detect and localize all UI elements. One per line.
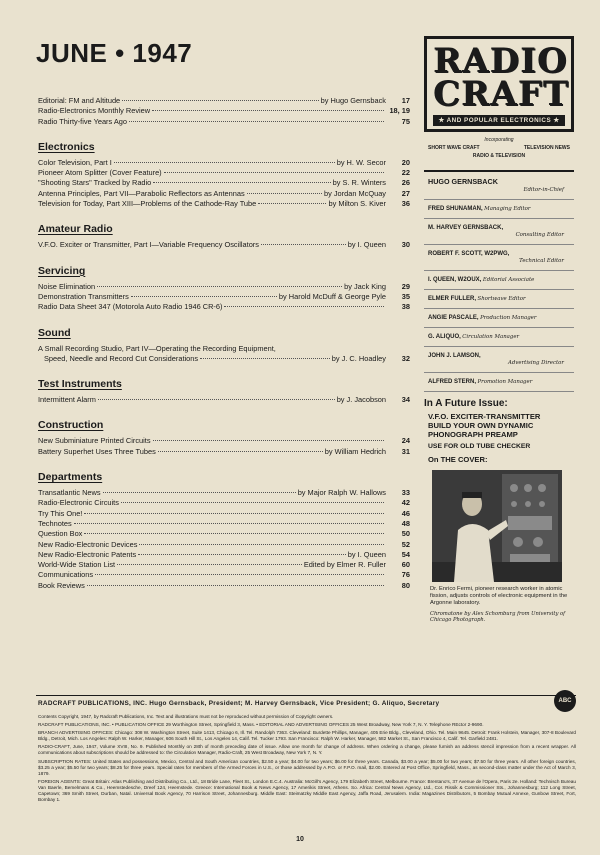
dot-leader: [138, 554, 346, 555]
toc-entry-title: Demonstration Transmitters: [38, 291, 129, 301]
staff-name: M. HARVEY GERNSBACK,: [428, 225, 504, 231]
fine-print-paragraph: RADIO-CRAFT, June, 1947, Volume XVIII, No. 9. Published Monthly on 28th of month preceding date of issue. Allow one month for change of address. When ordering a change, please furnish an address stencil impression from a recent wrapper. All communications about subscriptions should be addressed to: the Circulation Manager, Radio-Craft, 25 West Broadway, New York 7, N. Y.: [38, 744, 576, 756]
future-line: V.F.O. EXCITER-TRANSMITTER: [428, 412, 541, 421]
dot-leader: [200, 358, 330, 359]
fermi-photo-illustration: [432, 470, 562, 582]
toc-entry: [38, 488, 410, 498]
dot-leader: [247, 193, 322, 194]
toc-section-heading: Construction: [38, 419, 104, 432]
toc-entry: [38, 447, 410, 457]
staff-name: HUGO GERNSBACK: [428, 177, 498, 186]
cover-photo: [432, 470, 562, 582]
toc-entry: [38, 519, 410, 529]
toc-entry: [38, 199, 410, 209]
logo-subtitle: ★ AND POPULAR ELECTRONICS ★: [433, 115, 565, 126]
footer-fine-print: [38, 714, 576, 805]
toc-entry: [38, 498, 410, 508]
toc-entry-page: 36: [401, 199, 410, 209]
toc-entry: [38, 158, 410, 168]
staff-entry: [424, 347, 574, 373]
toc-entry-title: Transatlantic News: [38, 488, 101, 498]
dot-leader: [153, 182, 330, 183]
dot-leader: [261, 244, 346, 245]
toc-entry-author: by William Hedrich: [324, 446, 386, 456]
dot-leader: [84, 513, 384, 514]
staff-entry: [424, 271, 574, 290]
toc-entry-page: 27: [401, 188, 410, 198]
toc-entry-title: Color Television, Part I: [38, 157, 112, 167]
toc-entry-page: 30: [401, 240, 410, 250]
staff-entry: [424, 245, 574, 271]
toc-entry: [38, 354, 410, 364]
table-of-contents: [38, 96, 410, 591]
toc-entry-title: Technotes: [38, 518, 72, 528]
toc-entry: [38, 117, 410, 127]
toc-entry-title: Radio Thirty-five Years Ago: [38, 116, 128, 126]
future-extra: USE FOR OLD TUBE CHECKER: [428, 443, 531, 450]
abc-badge: ABC: [554, 690, 576, 712]
toc-entry-page: 33: [401, 488, 410, 498]
toc-entry-author: by Harold McDuff & George Pyle: [278, 291, 386, 301]
cover-heading: On THE COVER:: [428, 455, 488, 464]
inc-short-wave-craft: SHORT WAVE CRAFT: [428, 145, 480, 151]
toc-entry: [38, 178, 410, 188]
toc-section-heading: Departments: [38, 471, 103, 484]
toc-section-heading: Test Instruments: [38, 378, 122, 391]
dot-leader: [97, 286, 342, 287]
staff-title: Consulting Editor: [515, 232, 564, 238]
dot-leader: [114, 162, 335, 163]
toc-entry: [38, 529, 410, 539]
toc-entry: [38, 570, 410, 580]
staff-name: FRED SHUNAMAN,: [428, 206, 483, 212]
dot-leader: [224, 306, 384, 307]
fine-print-paragraph: Contents Copyright, 1947, by Radcraft Publications, Inc. Text and illustrations must not be reproduced without permission of Copyright owners.: [38, 714, 334, 719]
toc-entry-page: 46: [401, 508, 410, 518]
toc-entry-page: 76: [401, 570, 410, 580]
staff-title: Managing Editor: [484, 206, 531, 212]
toc-entry-title: Battery Superhet Uses Three Tubes: [38, 446, 156, 456]
staff-title: Editor-in-Chief: [523, 187, 564, 193]
logo-word-craft: CRAFT: [433, 74, 570, 114]
toc-entry: [38, 292, 410, 302]
dot-leader: [153, 440, 384, 441]
toc-entry-title: "Shooting Stars" Tracked by Radio: [38, 178, 152, 188]
future-line: PHONOGRAPH PREAMP: [428, 430, 518, 439]
toc-entry-page: 60: [401, 560, 410, 570]
dot-leader: [122, 100, 319, 101]
dot-leader: [258, 203, 326, 204]
toc-entry-page: 50: [401, 529, 410, 539]
toc-entry-page: 75: [401, 116, 410, 126]
toc-entry-title: Radio-Electronics Monthly Review: [38, 106, 151, 116]
toc-entry-page: 31: [401, 446, 410, 456]
toc-entry: [38, 344, 410, 354]
toc-entry: [38, 168, 410, 178]
dot-leader: [152, 110, 384, 111]
staff-entry: [424, 290, 574, 309]
staff-title: Shortwave Editor: [477, 296, 526, 302]
fine-print-paragraph: SUBSCRIPTION RATES: United States and possessions, Mexico, Central and South American countries, $2.50 a year; $4.00 for two years; $6.00 for three years. Canada, $3.00 a year; $5.00 for two years; $7.50 for three years. All other foreign countries, $3.25 a year; $5.50 for two years; $8.25 for three years. Special rates for members of the Armed Forces in U.S., or those addressed by A.P.O. or F.P.O. mail, $2.00. Entered at Post Office, Springfield, Mass., as second-class matter under the Act of March 3, 1879.: [38, 758, 576, 776]
radio-craft-logo: [424, 36, 574, 132]
toc-entry-title: Try This One!: [38, 508, 83, 518]
dot-leader: [117, 564, 302, 565]
toc-entry-title: Radio-Electronic Circuits: [38, 498, 119, 508]
toc-entry-title: New Radio-Electronic Devices: [38, 539, 138, 549]
staff-entry: [424, 309, 574, 328]
incorporating-block: [424, 136, 574, 160]
toc-entry-author: by Milton S. Kiver: [328, 199, 386, 209]
toc-entry-page: 35: [401, 291, 410, 301]
staff-title: Promotion Manager: [477, 379, 533, 385]
fine-print-paragraph: FOREIGN AGENTS: Great Britain: Atlas Publishing and Distributing Co., Ltd., 18 Bride Lane, Fleet St., London E.C.4. Australia: McGill's Agency, 179 Elizabeth Street, Melbourne. France: Brentano's, 37 Avenue de l'Opera, Paris 2e. Holland: Technisch Bureau Van Baerle, Bemelmans & Co., Heemstedesche, Dreef 124, Heemstede. Greece: International Book & News Agency, 17 Amerikis Street, Athens. So. Africa: Central News Agency, Ltd., Cor. Rissik & Commissioner Sts., Johannesburg; 112 Long Street, Capetown; 369 Smith Street, Durban, Natal. Universal Book Agency, 70 Harrison Street, Johannesburg. Middle East: Steimatzky Middle East Agency, Jaffa Road, Jerusalem. India: Magazines Distributors, 5 Bombay Mutual Annexe, Gunbow Street, Fort, Bombay 1.: [38, 778, 576, 803]
toc-entry-title: Question Box: [38, 529, 83, 539]
staff-name: I. QUEEN, W2OUX,: [428, 277, 482, 283]
incorporating-label: Incorporating: [484, 137, 514, 143]
toc-entry-author: by Jordan McQuay: [323, 188, 386, 198]
dot-leader: [74, 523, 384, 524]
toc-entry: [38, 395, 410, 405]
toc-entry: [38, 581, 410, 591]
staff-entry: [424, 172, 574, 200]
staff-title: Technical Editor: [519, 258, 564, 264]
dot-leader: [121, 502, 384, 503]
toc-section-heading: Sound: [38, 326, 71, 339]
toc-entry-page: 80: [401, 580, 410, 590]
future-issue-box: [424, 398, 574, 450]
toc-section-heading: Servicing: [38, 264, 86, 277]
toc-entry-page: 24: [401, 436, 410, 446]
toc-entry-author: by I. Queen: [347, 549, 386, 559]
staff-title: Circulation Manager: [462, 334, 520, 340]
toc-entry-page: 42: [401, 498, 410, 508]
staff-entry: [424, 219, 574, 245]
toc-entry: [38, 240, 410, 250]
masthead-column: [424, 36, 574, 623]
toc-entry-title: Noise Elimination: [38, 281, 96, 291]
staff-name: ANGIE PASCALE,: [428, 315, 479, 321]
toc-entry-title: World-Wide Station List: [38, 560, 116, 570]
toc-entry: [38, 550, 410, 560]
toc-entry: [38, 282, 410, 292]
toc-entry-page: 38: [401, 302, 410, 312]
cover-credit: Chromatone by Alex Schomburg from University of Chicago Photograph.: [430, 610, 566, 624]
dot-leader: [129, 121, 384, 122]
staff-name: ELMER FULLER,: [428, 296, 476, 302]
dot-leader: [103, 492, 296, 493]
toc-entry-title: Communications: [38, 570, 94, 580]
inc-television-news: TELEVISION NEWS: [523, 145, 570, 151]
toc-entry-page: 17: [401, 96, 410, 105]
toc-entry-page: 32: [401, 353, 410, 363]
staff-title: Production Manager: [480, 315, 537, 321]
toc-entry-title: Pioneer Atom Splitter (Cover Feature): [38, 168, 162, 178]
dot-leader: [131, 296, 277, 297]
staff-entry: [424, 200, 574, 219]
toc-entry-title: Book Reviews: [38, 580, 85, 590]
footer-divider: [36, 695, 576, 696]
staff-entry: [424, 373, 574, 392]
toc-entry: [38, 509, 410, 519]
toc-entry-title: Radio Data Sheet 347 (Motorola Auto Radio 1946 CR-6): [38, 302, 223, 312]
staff-title: Editorial Associate: [482, 277, 535, 283]
toc-entry-page: 29: [401, 281, 410, 291]
toc-entry-page: 20: [401, 157, 410, 167]
dot-leader: [95, 574, 384, 575]
toc-entry-title: Intermittent Alarm: [38, 395, 96, 405]
toc-entry-page: 18, 19: [389, 106, 410, 116]
dot-leader: [98, 399, 335, 400]
issue-date: JUNE • 1947: [36, 38, 193, 68]
toc-entry-page: 52: [401, 539, 410, 549]
toc-entry-author: by Hugo Gernsback: [320, 96, 386, 105]
toc-entry-title: V.F.O. Exciter or Transmitter, Part I—Variable Frequency Oscillators: [38, 240, 259, 250]
toc-entry-author: Edited by Elmer R. Fuller: [303, 560, 386, 570]
toc-entry-page: 22: [401, 168, 410, 178]
inc-radio-television: RADIO & TELEVISION: [472, 153, 526, 159]
dot-leader: [87, 585, 384, 586]
future-line: BUILD YOUR OWN DYNAMIC: [428, 421, 534, 430]
toc-entry-author: by I. Queen: [347, 240, 386, 250]
toc-entry-author: by Jack King: [344, 281, 386, 291]
toc-entry: [38, 96, 410, 106]
publisher-line: RADCRAFT PUBLICATIONS, INC. Hugo Gernsback, President; M. Harvey Gernsback, Vice President; G. Aliquo, Secretary: [38, 700, 440, 707]
dot-leader: [158, 451, 323, 452]
dot-leader: [139, 544, 384, 545]
dot-leader: [84, 533, 384, 534]
toc-entry: [38, 106, 410, 116]
toc-entry: [38, 540, 410, 550]
toc-entry-page: 34: [401, 395, 410, 405]
toc-entry-author: by Major Ralph W. Hallows: [297, 488, 386, 498]
toc-entry-author: by H. W. Secor: [336, 157, 386, 167]
toc-entry-author: by J. C. Hoadley: [331, 353, 386, 363]
toc-entry-page: 26: [401, 178, 410, 188]
staff-title: Advertising Director: [508, 360, 564, 366]
staff-name: G. ALIQUO,: [428, 334, 461, 340]
toc-entry-page: 48: [401, 518, 410, 528]
toc-entry-title: Television for Today, Part XIII—Problems of the Cathode-Ray Tube: [38, 199, 257, 209]
dot-leader: [164, 172, 384, 173]
toc-entry-title: New Subminiature Printed Circuits: [38, 436, 151, 446]
fine-print-paragraph: BRANCH ADVERTISING OFFICES: Chicago: 308 W. Washington Street, Suite 1413, Chicago 6, Ill. Tel. Randolph 7363. Cleveland: Burdette Phillips, Manager, 405 Erie Bldg., Cleveland, Ohio. Tel. Main 9645. Detroit: Frank Holstein, Manager, 307-8 Boulevard Bldg., Detroit, Mich. Los Angeles: Ralph W. Harker, Manager, 606 South Hill St., Los Angeles 14, Calif. Tel. Tucker 1793. San Francisco: Ralph W. Harker, Manager, 582 Market St., San Francisco 4, Calif. Tel. Garfield 2481.: [38, 730, 576, 742]
future-heading: In A Future Issue:: [424, 398, 508, 409]
staff-name: ALFRED STERN,: [428, 379, 476, 385]
logo-word-radio: RADIO: [433, 41, 568, 81]
toc-entry: [38, 436, 410, 446]
staff-list: [424, 170, 574, 392]
toc-entry-page: 54: [401, 549, 410, 559]
toc-entry-author: by S. R. Winters: [332, 178, 386, 188]
toc-entry-title: Editorial: FM and Altitude: [38, 96, 121, 105]
fine-print-paragraph: RADCRAFT PUBLICATIONS, INC. • PUBLICATION OFFICE 29 Worthington Street, Springfield 3, Mass. • EDITORIAL AND ADVERTISING OFFICES 25 West Broadway, New York 7, N. Y. Telephone REctor 2-9690.: [38, 722, 484, 728]
staff-name: JOHN J. LAMSON,: [428, 353, 481, 359]
page-number: 10: [296, 836, 304, 843]
toc-entry: [38, 302, 410, 312]
toc-entry-title: New Radio-Electronic Patents: [38, 549, 137, 559]
toc-section-heading: Electronics: [38, 140, 95, 153]
cover-caption: Dr. Enrico Fermi, pioneer research worker in atomic fission, adjusts controls of electronic equipment in the Argonne laboratory.: [430, 586, 568, 607]
toc-entry: [38, 560, 410, 570]
toc-entry: [38, 189, 410, 199]
toc-entry-title: Antenna Principles, Part VII—Parabolic Reflectors as Antennas: [38, 188, 245, 198]
staff-entry: [424, 328, 574, 347]
toc-entry-author: by J. Jacobson: [336, 395, 386, 405]
toc-entry-title: Speed, Needle and Record Cut Considerations: [44, 353, 199, 363]
toc-section-heading: Amateur Radio: [38, 223, 113, 236]
toc-entry-title: A Small Recording Studio, Part IV—Operating the Recording Equipment,: [38, 343, 276, 353]
staff-name: ROBERT F. SCOTT, W2PWG,: [428, 251, 510, 257]
